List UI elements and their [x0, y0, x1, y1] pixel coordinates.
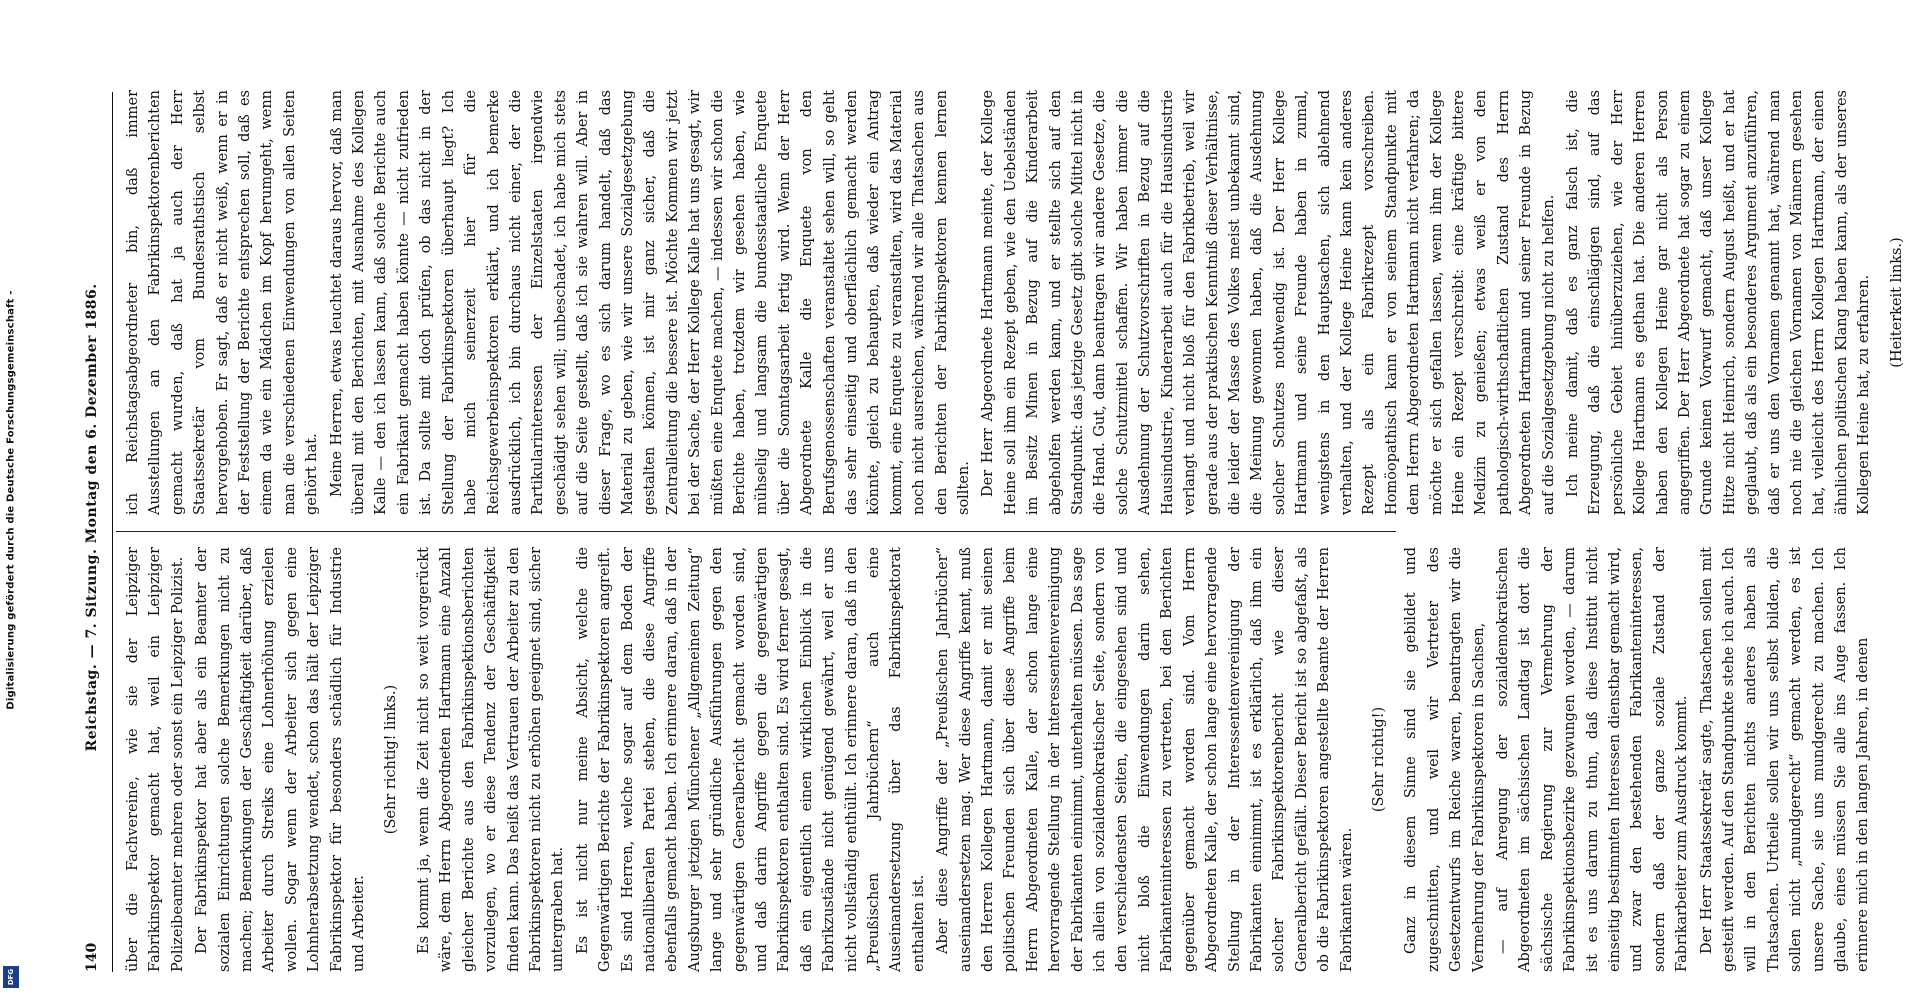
paragraph: über die Fachvereine, wie sie der Leipziger Fabrikinspektor gemacht hat, weil ein Leipziger Polizeibeamter mehren oder sonst ein Leipziger Polizist.: [125, 547, 186, 972]
paragraph: — auf Anregung der sozialdemokratischen Abgeordneten im sächsischen Landtag ist dort die sächsische Regierung zur Vermehrung der Fabrikinspektionsbezirke gezwungen worden, — darum ist es uns darum zu thun, daß diese Institut nicht einseitig bestimmten Interessen dienstbar gemacht wird, und zwar den bestehenden Fabrikanteninteressen, sondern daß der ganze soziale Zustand der Fabrikarbeiter zum Ausdruck kommt.: [1494, 547, 1691, 972]
header-rule: [112, 92, 113, 972]
page-header: [84, 92, 110, 972]
interjection: (Sehr richtig!): [1370, 706, 1387, 813]
page-number: 140: [84, 942, 100, 972]
interjection: (Sehr richtig! links.): [383, 684, 400, 835]
paragraph: Es ist nicht nur meine Absicht, welche die Gegenwärtigen Berichte der Fabrikinspektoren angreift. Es sind Herren, welche sogar auf dem Boden der nationalliberalen Partei stehen, die diese Angriffe ebenfalls gemacht haben. Ich erinnere daran, daß in der Augsburger jetzigen Münchener „Allgemeinen Zeitung“ lange und sehr gründliche Ausführungen gegen den gegenwärtigen Generalbericht gemacht worden sind, und daß darin Angriffe gegen die gegenwärtigen Fabrikinspektoren enthalten sind. Es wird ferner gesagt, daß ein eigentlich einen wirklichen Einblick in die Fabrikzustände nicht genügend gewährt, weil er uns nicht vollständig enthüllt. Ich erinnere daran, daß in den „Preußischen Jahrbüchern“ auch eine Auseinandersetzung über das Fabrikinspektorat enthalten ist.: [574, 547, 927, 972]
dfg-logo-label: DFG: [7, 968, 15, 986]
rotated-page: [78, 50, 1905, 1000]
paragraph: Meine Herren, etwas leuchtet daraus hervor, daß man überall mit den Berichten, mit Ausnahme des Kollegen Kalle — den ich lassen kann, daß solche Berichte auch ein Fabrikant gemacht haben könnte — nicht zufrieden ist. Da sollte mit doch prüfen, ob das nicht in der Stellung der Fabrikinspektoren überhaupt liegt? Ich habe mich seinerzeit hier für die Reichsgewerbeinspektoren erklärt, und ich bemerke ausdrücklich, ich bin durchaus nicht einer, der die Partikularinteressen der Einzelstaaten irgendwie geschädigt sehen will; unbeschadet, ich habe mich stets auf die Seite gestellt, daß ich sie wahren will. Aber in dieser Frage, wo es sich darum handelt, daß das Material zu geben, wie wir unsere Sozialgesetzgebung gestalten können, ist mir ganz sicher, daß die Zentralleitung die bessere ist. Möchte Kommen wir jetzt bei der Sache, der Herr Kollege Kalle hat uns gesagt, wir müßten eine Enquete machen, — indessen wir schon die Berichte haben, trotzdem wir gesehen haben, wie mühselig und langsam die bundesstaatliche Enquete über die Sonntagsarbeit fertig wird. Wenn der Herr Abgeordnete Kalle die Enquete von den Berufsgenossenschaften veranstaltet sehen will, so geht das sehr einseitig und oberflächlich gemacht werden könnte, gleich zu behaupten, daß wieder ein Antrag kommt, eine Enquete zu veranstalten, wird das Material noch nicht ausreichen, während wir alle Thatsachen aus den Berichten der Fabrikinspektoren kennen lernen sollten.: [328, 90, 973, 515]
paragraph: Der Fabrikinspektor hat aber als ein Beamter der sozialen Einrichtungen solche Bemerkungen nicht zu machen; Bemerkungen der Geschäftigkeit darüber, daß Arbeiter durch Streiks eine Lohnerhöhung erzielen wollen. Sogar wenn der Arbeiter sich gegen eine Lohnherabsetzung wendet, schon das hält der Leipziger Fabrikinspektor für besonders schädlich für Industrie und Arbeiter.: [194, 547, 368, 972]
paragraph: Ich meine damit, daß es ganz falsch ist, die Erzeugung, daß die einschlägigen sind, auf das persönliche Gebiet hinüberzuziehen, wie der Herr Kollege Hartmann es gethan hat. Die anderen Herren haben den Kollegen Heine gar nicht als Person angegriffen. Der Herr Abgeordnete hat sogar zu einem Grunde keinen Vorwurf gemacht, daß unser Kollege Hitze nicht Heinrich, sondern August heißt, und er hat geglaubt, daß als ein besonderes Argument anzuführen, daß er uns den Vornamen genannt hat, während man noch nie die gleichen Vornamen von Männern gesehen hat, vielleicht des Herrn Kollegen Hartmann, der einen ähnlichen politischen Klang haben kann, als der unseres Kollegen Heine hat, zu erfahren.: [1565, 90, 1873, 515]
right-column: [122, 90, 1905, 515]
column-divider: [116, 531, 1396, 532]
paragraph: Der Herr Staatssekretär sagte, Thatsachen sollen mit gesteift werden. Auf den Standpunkte stehe ich auch. Ich will in den Berichten nichts anderes haben als Thatsachen. Urtheile sollen wir uns selbst bilden, die sollen nicht „mundgerecht“ gemacht werden, es ist unsere Sache, sie uns mundgerecht zu machen. Ich glaube, eines müssen Sie alle ins Auge fassen. Ich erinnere mich in den langen Jahren, in denen: [1698, 547, 1872, 972]
paragraph: Ganz in diesem Sinne sind sie gebildet und zugeschnitten, und weil wir Vertreter des Gesetzentwurfs im Reiche waren, beantragten wir die Vermehrung der Fabrikinspektoren in Sachsen,: [1403, 547, 1487, 972]
paragraph: Der Herr Abgeordnete Hartmann meinte, der Kollege Heine soll ihm ein Rezept geben, wie den Uebelständen im Besitz Minen in Bezug auf die Kinderarbeit abgeholfen werden kann, und er stellte sich auf den Standpunkt: das jetzige Gesetz gibt solche Mittel nicht in die Hand. Gut, dann beantragen wir andere Gesetze, die solche Schutzmittel schaffen. Wir haben immer die Ausdehnung der Schutzvorschriften in Bezug auf die Hausindustrie, Kinderarbeit auch für die Hausindustrie verlangt und nicht bloß für den Fabrikbetrieb, weil wir gerade aus der praktischen Kenntniß dieser Verhältnisse, die leider der Masse des Volkes meist unbekannt sind, die Meinung gewonnen haben, daß die Ausdehnung solcher Schutzes nothwendig ist. Der Herr Kollege Hartmann und seine Freunde haben in zumal, wenigstens in den Hauptsachen, sich ablehnend verhalten, und der Kollege Heine kann kein anderes Rezept als ein Fabrikrezept vorschreiben. Homöopathisch kann er von seinem Standpunkte mit dem Herrn Abgeordneten Hartmann nicht verfahren; da möchte er sich gefallen lassen, wenn ihm der Kollege Heine ein Rezept verschreibt: eine kräftige bittere Medizin zu genießen; etwas weiß er von den pathologisch-wirthschaftlichen Zustand des Herrn Abgeordneten Hartmann und seiner Freunde in Bezug auf die Sozialgesetzgebung nicht zu helfen.: [980, 90, 1557, 515]
page-inner: [78, 50, 1905, 1000]
credit-text: Digitalisierung gefördert durch die Deutsche Forschungsgemeinschaft -: [5, 290, 17, 710]
running-title: Reichstag. — 7. Sitzung. Montag den 6. Dezember 1886.: [84, 283, 100, 752]
paragraph: ich Reichstagsabgeordneter bin, daß immer Ausstellungen an den Fabrikinspektorenberichten gemacht wurden, daß hat ja auch der Herr Staatssekretär vom Bundesrathstisch selbst hervorgehoben. Er sagt, daß er nicht weiß, wenn er in der Feststellung der Berichte entsprechen soll, daß es einem da wie ein Mädchen im Kopf herumgeht, wenn man die verschiedenen Einwendungen von allen Seiten gehört hat.: [125, 90, 321, 515]
digitization-credit: [0, 0, 22, 1000]
interjection: (Heiterkeit links.): [1888, 237, 1905, 368]
paragraph: Aber diese Angriffe der „Preußischen Jahrbücher“ auseinandersetzen mag. Wer diese Angriffe kennt, muß den Herren Kollegen Hartmann, damit er mit seinen politischen Freunden sich über diese Angriffe beim Herrn Abgeordneten Kalle, der schon lange eine hervorragende Stellung in der Interessentenvereinigung der Fabrikanten einnimmt, unterhalten müssen. Das sage ich allein von sozialdemokratischer Seite, sondern von den verschiedensten Seiten, die eingesehen sind und nicht bloß die Einwendungen darin sehen, Fabrikanteninteressen zu vertreten, bei den Berichten gegenüber gemacht worden sind. Vom Herrn Abgeordneten Kalle, der schon lange eine hervorragende Stellung in der Interessentenvereinigung der Fabrikanten einnimmt, ist es erklärlich, daß ihm ein solcher Fabrikinspektorenbericht wie dieser Generalbericht gefällt. Dieser Bericht ist so abgefaßt, als ob die Fabrikinspektoren angestellte Beamte der Herren Fabrikanten wären.: [935, 547, 1355, 972]
left-column: [122, 547, 1872, 972]
paragraph: Es kommt ja, wenn die Zeit nicht so weit vorgerückt wäre, dem Herrn Abgeordneten Hartmann eine Anzahl gleicher Berichte aus den Fabrikinspektionsberichten vorzulegen, wo er diese Tendenz der Geschäftigkeit finden kann. Das heißt das Vertrauen der Arbeiter zu den Fabrikinspektoren nicht zu erhöhen geeignet sind, sicher untergraben hat.: [415, 547, 567, 972]
dfg-logo: [3, 966, 19, 988]
